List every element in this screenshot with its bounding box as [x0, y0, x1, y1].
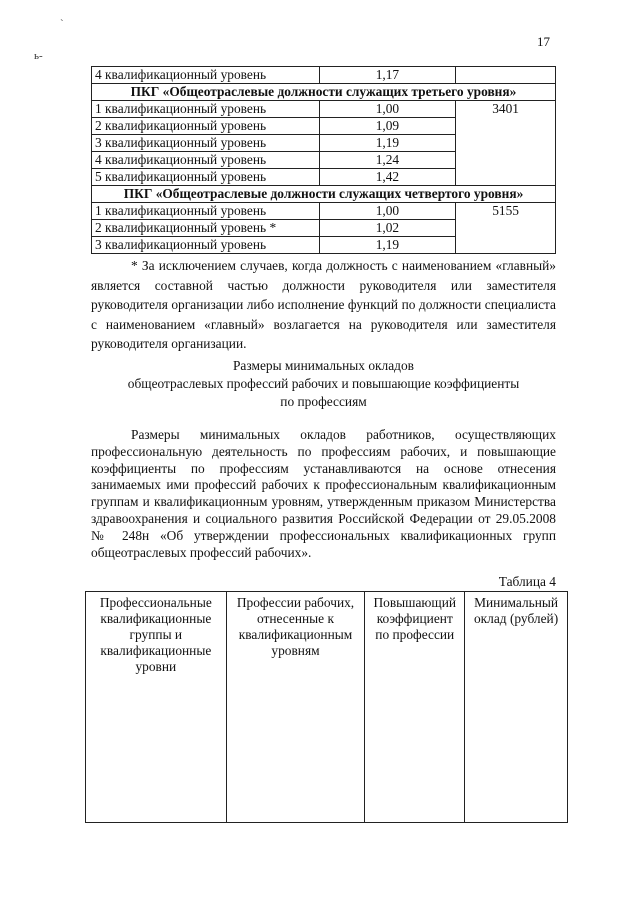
level-cell: 4 квалификационный уровень — [92, 152, 320, 169]
coefficient-cell: 1,24 — [319, 152, 456, 169]
margin-mark-top: ` — [60, 18, 64, 30]
coefficient-cell: 1,42 — [319, 169, 456, 186]
level-cell: 2 квалификационный уровень * — [92, 220, 320, 237]
column-header-coefficient: Повышающий коэффициент по профессии — [365, 592, 465, 823]
margin-mark-left: ь- — [34, 50, 43, 62]
group-header-third-level: ПКГ «Общеотраслевые должности служащих третьего уровня» — [92, 84, 556, 101]
level-cell: 3 квалификационный уровень — [92, 237, 320, 254]
section-title-line: по профессиям — [280, 394, 367, 409]
level-cell: 2 квалификационный уровень — [92, 118, 320, 135]
group-header-fourth-level: ПКГ «Общеотраслевые должности служащих четвертого уровня» — [92, 186, 556, 203]
code-cell: 5155 — [456, 203, 556, 254]
coefficient-cell: 1,00 — [319, 203, 456, 220]
group-header-row — [92, 186, 556, 203]
section-title — [91, 357, 556, 411]
table-4 — [85, 591, 568, 823]
body-paragraph: Размеры минимальных окладов работников, осуществляющих профессиональную деятельность по профессиям рабочих, и повышающие коэффициенты по профессиям устанавливаются на основе отнесения занимаемых ими профессий рабочих к профессиональным квалификационным группам и квалификационным уровням, утвержденным приказом Министерства здравоохранения и социального развития Российской Федерации от 29.05.2008 № 248н «Об утверждении профессиональных квалификационных групп общеотраслевых профессий рабочих». — [91, 427, 556, 560]
level-cell: 1 квалификационный уровень — [92, 203, 320, 220]
coefficient-cell: 1,09 — [319, 118, 456, 135]
coefficient-cell: 1,17 — [319, 67, 456, 84]
coefficient-cell: 1,19 — [319, 135, 456, 152]
column-header-professions: Профессии рабочих, отнесенные к квалификационным уровням — [226, 592, 365, 823]
table-row — [92, 101, 556, 118]
table-row — [92, 203, 556, 220]
level-cell: 1 квалификационный уровень — [92, 101, 320, 118]
qualification-coefficients-table — [91, 66, 556, 254]
table-row — [92, 67, 556, 84]
level-cell: 5 квалификационный уровень — [92, 169, 320, 186]
section-title-line: Размеры минимальных окладов — [232, 358, 414, 373]
coefficient-cell: 1,00 — [319, 101, 456, 118]
page-number: 17 — [537, 34, 550, 49]
coefficient-cell: 1,19 — [319, 237, 456, 254]
level-cell: 4 квалификационный уровень — [92, 67, 320, 84]
table-header-row — [86, 592, 568, 823]
group-header-row — [92, 84, 556, 101]
table-label: Таблица 4 — [498, 574, 556, 589]
section-title-line: общеотраслевых профессий рабочих и повышающие коэффициенты — [127, 376, 520, 391]
column-header-salary: Минимальный оклад (рублей) — [465, 592, 568, 823]
code-cell: 3401 — [456, 101, 556, 186]
level-cell: 3 квалификационный уровень — [92, 135, 320, 152]
coefficient-cell: 1,02 — [319, 220, 456, 237]
code-cell — [456, 67, 556, 84]
footnote: * За исключением случаев, когда должность с наименованием «главный» является составной частью должности руководителя или заместителя руководителя организации либо исполнение функций по должности специалиста с наименованием «главный» возлагается на руководителя или заместителя руководителя организации. — [91, 258, 556, 352]
column-header-groups: Профессиональные квалификационные группы и квалификационные уровни — [86, 592, 227, 823]
